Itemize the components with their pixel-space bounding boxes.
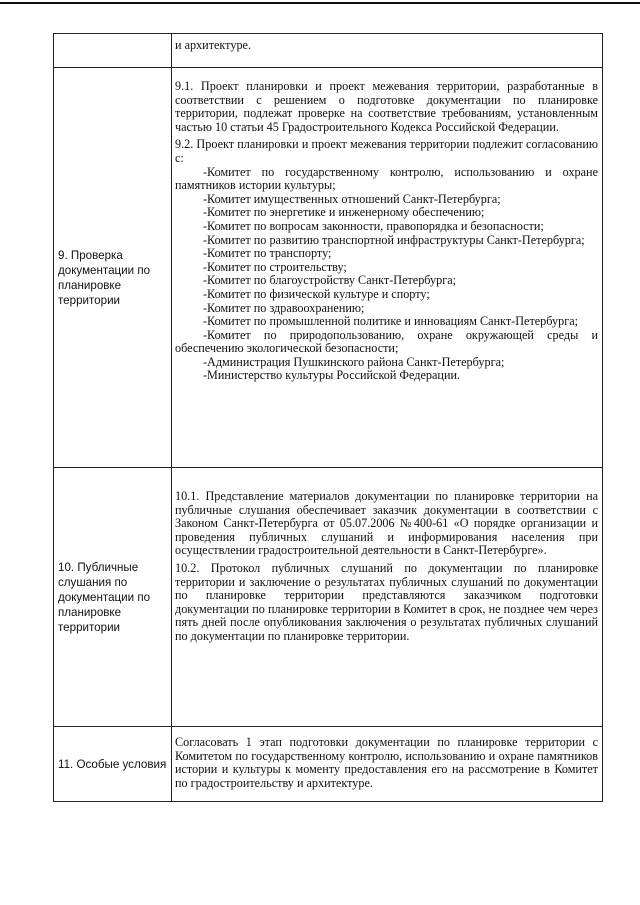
row-label-11: 11. Особые условия	[54, 727, 172, 801]
list-item: -Комитет по строительству;	[203, 259, 347, 274]
top-rule	[0, 2, 640, 4]
list-item: -Комитет по природопользованию, охране окружающей среды и обеспечению экологической безопасности;	[175, 327, 598, 356]
list-item: -Комитет имущественных отношений Санкт-Петербурга;	[203, 191, 501, 206]
table-row-11	[54, 727, 603, 802]
table-row-10	[54, 468, 603, 727]
row-content-10	[172, 468, 603, 726]
paragraph-9-1: 9.1. Проект планировки и проект межевания территории, разработанные в соответствии с решением о подготовке документации по планировке территории, подлежат проверке на соответствие требованиям, установленным частью 10 статьи 45 Градостроительного Кодекса Российской Федерации.	[175, 79, 598, 134]
list-item: -Администрация Пушкинского района Санкт-Петербурга;	[203, 354, 505, 369]
list-item: -Комитет по вопросам законности, правопорядка и безопасности;	[203, 218, 544, 233]
row-label-empty	[54, 34, 172, 67]
row-content	[172, 34, 603, 67]
continuation-text: и архитектуре.	[175, 38, 251, 52]
requirements-table	[53, 33, 603, 802]
row-content-11	[172, 727, 603, 801]
list-item: -Комитет по государственному контролю, использованию и охране памятников истории культуры;	[175, 164, 598, 193]
list-item: -Комитет по благоустройству Санкт-Петербурга;	[203, 273, 457, 288]
row-content-9	[172, 68, 603, 467]
list-item: -Комитет по промышленной политике и инновациям Санкт-Петербурга;	[203, 314, 578, 329]
paragraph-10-1: 10.1. Представление материалов документации по планировке территории на публичные слушания обеспечивает заказчик документации в соответствии с Законом Санкт-Петербурга от 05.07.2006 №400-61 «О порядке организации и проведения публичных слушаний и информирования населения при осуществлении градостроительной деятельности в Санкт-Петербурге».	[175, 489, 598, 558]
paragraph-11: Согласовать 1 этап подготовки документации по планировке территории с Комитетом по государственному контролю, использованию и охране памятников истории и культуры к моменту предоставления его на рассмотрение в Комитет по градостроительству и архитектуре.	[175, 735, 598, 790]
paragraph-10-2: 10.2. Протокол публичных слушаний по документации по планировке территории и заключение о результатах публичных слушаний по документации по планировке территории представляются заказчиком подготовки документации по планировке территории в Комитет в срок, не позднее чем через пять дней после опубликования заключения о результатах публичных слушаний по документации по планировке территории.	[175, 560, 598, 643]
table-row-9	[54, 68, 603, 468]
list-item: -Комитет по энергетике и инженерному обеспечению;	[203, 205, 485, 220]
paragraph-9-2: 9.2. Проект планировки и проект межевания территории подлежит согласованию с:	[175, 137, 598, 165]
list-item: -Комитет по здравоохранению;	[203, 300, 365, 315]
list-item: -Комитет по развитию транспортной инфраструктуры Санкт-Петербурга;	[203, 232, 585, 247]
list-item: -Министерство культуры Российской Федерации.	[203, 368, 461, 383]
list-item: -Комитет по физической культуре и спорту;	[203, 286, 430, 301]
list-item: -Комитет по транспорту;	[203, 246, 332, 261]
table-row-continuation	[54, 34, 603, 68]
row-label-10: 10. Публичные слушания по документации по планировке территории	[54, 468, 172, 726]
row-label-9: 9. Проверка документации по планировке территории	[54, 68, 172, 467]
